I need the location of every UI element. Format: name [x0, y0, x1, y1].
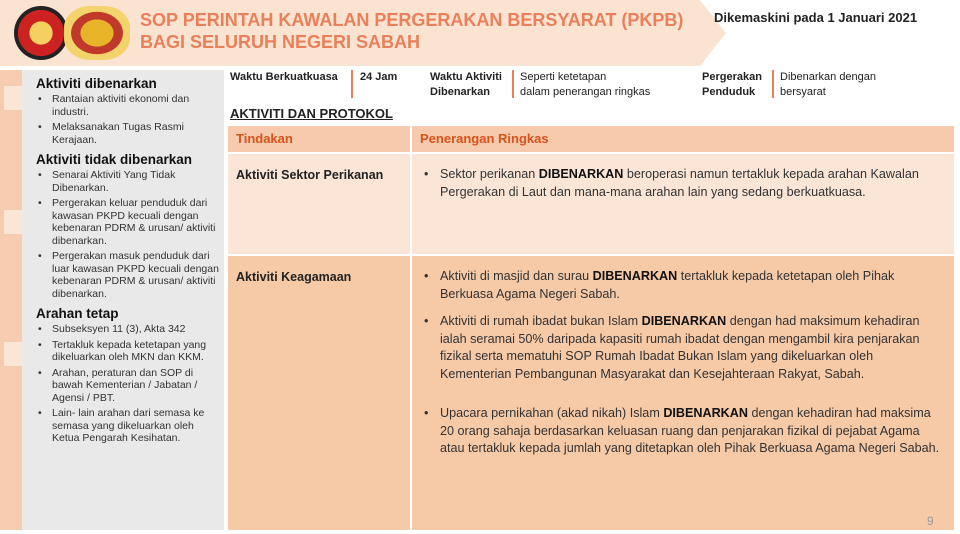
activity-time-label-line1: Waktu Aktiviti: [430, 71, 502, 83]
directives-list: [36, 323, 220, 445]
directives-heading: Arahan tetap: [36, 306, 119, 321]
page-number: 9: [927, 514, 934, 528]
sidebar-content: [36, 74, 220, 451]
section-title: AKTIVITI DAN PROTOKOL: [230, 106, 393, 121]
table-row-action: Aktiviti Keagamaan: [228, 256, 410, 530]
activity-time-value-line2: dalam penerangan ringkas: [520, 86, 651, 98]
sidebar-strip: [0, 70, 22, 530]
list-item: • Upacara pernikahan (akad nikah) Islam DIBENARKAN dengan kehadiran had maksima 20 orang sahaja berdasarkan keluasan ruang dan penjarakan fizikal di pejabat Agama atau tertakluk kepada jumlah yang ditetapkan oleh Pihak Berkuasa Agama Negeri Sabah.: [422, 405, 944, 458]
police-emblem-icon: [14, 6, 68, 60]
allowed-heading: Aktiviti dibenarkan: [36, 76, 157, 91]
effective-label: Waktu Berkuatkuasa: [230, 71, 338, 83]
activity-time-value: [520, 70, 650, 100]
activity-time-label-line2: Dibenarkan: [430, 86, 490, 98]
list-item: • Arahan, peraturan dan SOP di bawah Kementerian / Jabatan / Agensi / PBT.: [36, 367, 220, 405]
list-item: • Sektor perikanan DIBENARKAN beroperasi namun tertakluk kepada arahan Kawalan Pergerakan di Laut dan mana-mana arahan lain yang sedang berkuatkuasa.: [422, 166, 944, 201]
movement-value-line1: Dibenarkan dengan: [780, 71, 877, 83]
title-line-1: SOP PERINTAH KAWALAN PERGERAKAN BERSYARAT (PKPB): [140, 10, 684, 30]
movement-value: [780, 70, 876, 100]
table-row-description: [412, 256, 954, 530]
allowed-list: [36, 93, 220, 146]
activity-time-label: [430, 70, 502, 100]
sidebar-marker: [4, 86, 22, 110]
divider: [772, 70, 774, 98]
table-header-description: Penerangan Ringkas: [412, 126, 954, 152]
list-item: • Lain- lain arahan dari semasa ke semasa yang dikeluarkan oleh Ketua Pengarah Kesihatan.: [36, 407, 220, 445]
list-item: • Aktiviti di masjid dan surau DIBENARKAN tertakluk kepada ketetapan oleh Pihak Berkuasa Agama Negeri Sabah.: [422, 268, 944, 303]
movement-label: [702, 70, 762, 100]
effective-value: 24 Jam: [360, 71, 398, 83]
sidebar-marker: [4, 210, 22, 234]
divider: [512, 70, 514, 98]
movement-value-line2: bersyarat: [780, 86, 826, 98]
table-row-action: Aktiviti Sektor Perikanan: [228, 154, 410, 254]
sidebar: [0, 70, 224, 530]
list-item: • Subseksyen 11 (3), Akta 342: [36, 323, 220, 336]
table-header-action: Tindakan: [228, 126, 410, 152]
list-item: • Pergerakan masuk penduduk dari luar kawasan PKPD kecuali dengan kebenaran PDRM & urusan/ aktiviti dibenarkan.: [36, 250, 220, 300]
movement-label-line1: Pergerakan: [702, 71, 762, 83]
sidebar-marker: [4, 342, 22, 366]
list-item: • Pergerakan keluar penduduk dari kawasan PKPD kecuali dengan kebenaran PDRM & urusan/ aktiviti dibenarkan.: [36, 197, 220, 247]
list-item: • Rantaian aktiviti ekonomi dan industri.: [36, 93, 220, 118]
table-row-description: [412, 154, 954, 254]
activity-time-value-line1: Seperti ketetapan: [520, 71, 607, 83]
not-allowed-list: [36, 169, 220, 300]
title-line-2: BAGI SELURUH NEGERI SABAH: [140, 32, 421, 52]
movement-label-line2: Penduduk: [702, 86, 756, 98]
updated-date: Dikemaskini pada 1 Januari 2021: [714, 10, 918, 25]
coat-of-arms-icon: [64, 6, 130, 60]
list-item: • Senarai Aktiviti Yang Tidak Dibenarkan.: [36, 169, 220, 194]
page-title: [140, 9, 683, 53]
divider: [351, 70, 353, 98]
list-item: • Melaksanakan Tugas Rasmi Kerajaan.: [36, 121, 220, 146]
list-item: • Tertakluk kepada ketetapan yang dikeluarkan oleh MKN dan KKM.: [36, 339, 220, 364]
not-allowed-heading: Aktiviti tidak dibenarkan: [36, 152, 193, 167]
list-item: • Aktiviti di rumah ibadat bukan Islam DIBENARKAN dengan had maksimum kehadiran ialah seramai 50% daripada kapasiti rumah ibadat dengan mengambil kira penjarakan fizikal serta mematuhi SOP Rumah Ibadat Bukan Islam yang dikeluarkan oleh Kementerian Pembangunan Masyarakat dan Kesejahteraan Rakyat, Sabah.: [422, 313, 944, 383]
